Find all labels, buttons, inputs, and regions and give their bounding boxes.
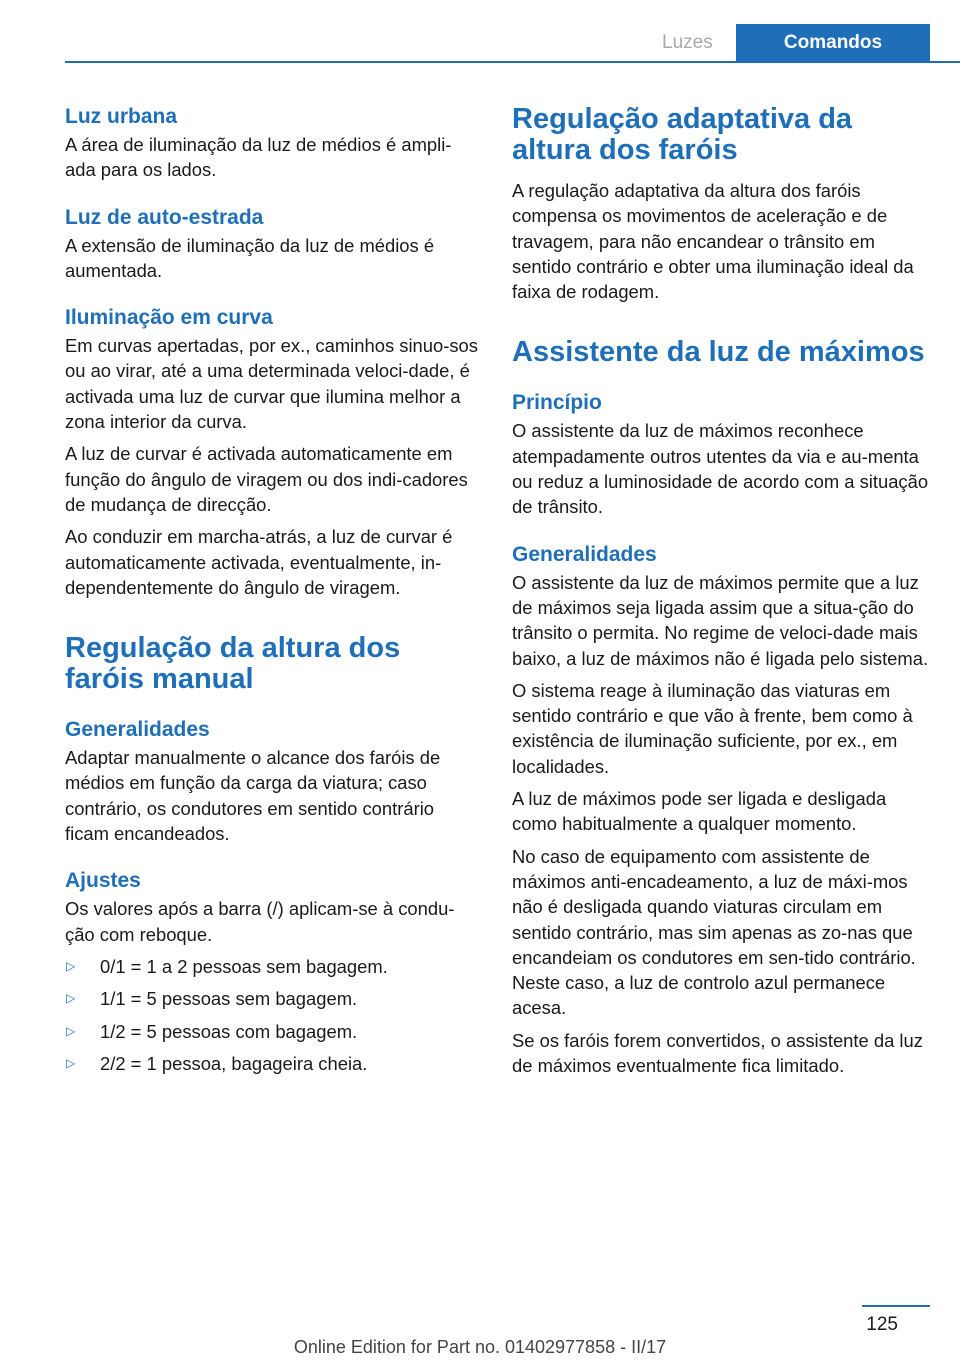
paragraph: O sistema reage à iluminação das viaturas em sentido contrário e que vão à frente, bem como à existência de iluminação suficiente, por ex., em localidades. bbox=[512, 679, 913, 777]
heading-luz-auto-estrada: Luz de auto-estrada bbox=[65, 205, 264, 229]
paragraph: Os valores após a barra (/) aplicam-se à condu‐ção com reboque. bbox=[65, 898, 455, 945]
paragraph: A extensão de iluminação da luz de médios é aumentada. bbox=[65, 234, 435, 281]
page-number: 125 bbox=[866, 1314, 898, 1335]
left-column bbox=[65, 100, 480, 1076]
list-item bbox=[65, 954, 480, 979]
right-column bbox=[512, 100, 930, 1078]
heading-principio: Princípio bbox=[512, 391, 602, 415]
triangle-bullet-icon: ▷ bbox=[66, 958, 76, 973]
paragraph: O assistente da luz de máximos permite que a luz de máximos seja ligada assim que a situa‐ção do trânsito o permita. No regime de veloci‐dade mais baixo, a luz de máximos não é ligada pelo sistema. bbox=[512, 571, 929, 669]
heading-assistente-maximos: Assistente da luz de máximos bbox=[512, 336, 925, 369]
triangle-bullet-icon: ▷ bbox=[66, 991, 76, 1006]
load-settings-list bbox=[65, 954, 480, 1076]
list-item-text: 2/2 = 1 pessoa, bagageira cheia. bbox=[100, 1052, 368, 1074]
triangle-bullet-icon: ▷ bbox=[66, 1055, 76, 1070]
paragraph: Adaptar manualmente o alcance dos faróis de médios em função da carga da viatura; caso contrário, os condutores em sentido contrário ficam encandeados. bbox=[65, 747, 441, 845]
heading-regulacao-adaptativa: Regulação adaptativa da altura dos faróis bbox=[512, 103, 853, 166]
list-item-text: 1/1 = 5 pessoas sem bagagem. bbox=[100, 988, 358, 1010]
list-item bbox=[65, 1019, 480, 1044]
list-item bbox=[65, 1051, 480, 1076]
heading-iluminacao-curva: Iluminação em curva bbox=[65, 306, 273, 330]
paragraph: Em curvas apertadas, por ex., caminhos sinuo‐sos ou ao virar, até a uma determinada veloci‐dade, é activada uma luz de curvar que ilumina melhor a zona interior da curva. bbox=[65, 335, 478, 433]
heading-generalidades: Generalidades bbox=[65, 718, 210, 742]
paragraph: A área de iluminação da luz de médios é ampli‐ada para os lados. bbox=[65, 134, 452, 181]
triangle-bullet-icon: ▷ bbox=[66, 1023, 76, 1038]
paragraph: A regulação adaptativa da altura dos faróis compensa os movimentos de aceleração e de travagem, para não encandear o trânsito em sentido contrário e obter uma iluminação ideal da faixa de rodagem. bbox=[512, 180, 914, 303]
list-item-text: 0/1 = 1 a 2 pessoas sem bagagem. bbox=[100, 955, 388, 977]
paragraph: No caso de equipamento com assistente de máximos anti-encadeamento, a luz de máxi‐mos não é desligada quando viaturas circulam em sentido contrário, mas sim apenas as zo‐nas que encandeiam os condutores em sen‐tido contrário. Neste caso, a luz de controlo azul permanece acesa. bbox=[512, 845, 916, 1019]
paragraph: Se os faróis forem convertidos, o assistente da luz de máximos eventualmente fica limitado. bbox=[512, 1029, 923, 1077]
heading-luz-urbana: Luz urbana bbox=[65, 105, 178, 128]
header-rule bbox=[65, 61, 960, 63]
footer-edition: Online Edition for Part no. 01402977858 - II/17 bbox=[293, 1337, 667, 1357]
paragraph: Ao conduzir em marcha-atrás, a luz de curvar é automaticamente activada, eventualmente, in‐dependentemente do ângulo de viragem. bbox=[65, 526, 453, 598]
paragraph: A luz de curvar é activada automaticamente em função do ângulo de viragem ou dos indi‐cadores de mudança de direcção. bbox=[65, 443, 468, 515]
paragraph: O assistente da luz de máximos reconhece atempadamente outros utentes da via e au‐menta ou reduz a luminosidade de acordo com a situação de trânsito. bbox=[512, 420, 929, 518]
paragraph: A luz de máximos pode ser ligada e desligada como habitualmente a qualquer momento. bbox=[512, 788, 887, 835]
footer-rule bbox=[862, 1305, 930, 1307]
list-item bbox=[65, 986, 480, 1011]
heading-ajustes: Ajustes bbox=[65, 869, 141, 893]
heading-generalidades: Generalidades bbox=[512, 542, 657, 566]
list-item-text: 1/2 = 5 pessoas com bagagem. bbox=[100, 1020, 358, 1042]
heading-regulacao-manual: Regulação da altura dos faróis manual bbox=[65, 632, 401, 696]
header-tab-luzes: Luzes bbox=[662, 32, 713, 53]
header-tab-comandos: Comandos bbox=[736, 24, 930, 61]
